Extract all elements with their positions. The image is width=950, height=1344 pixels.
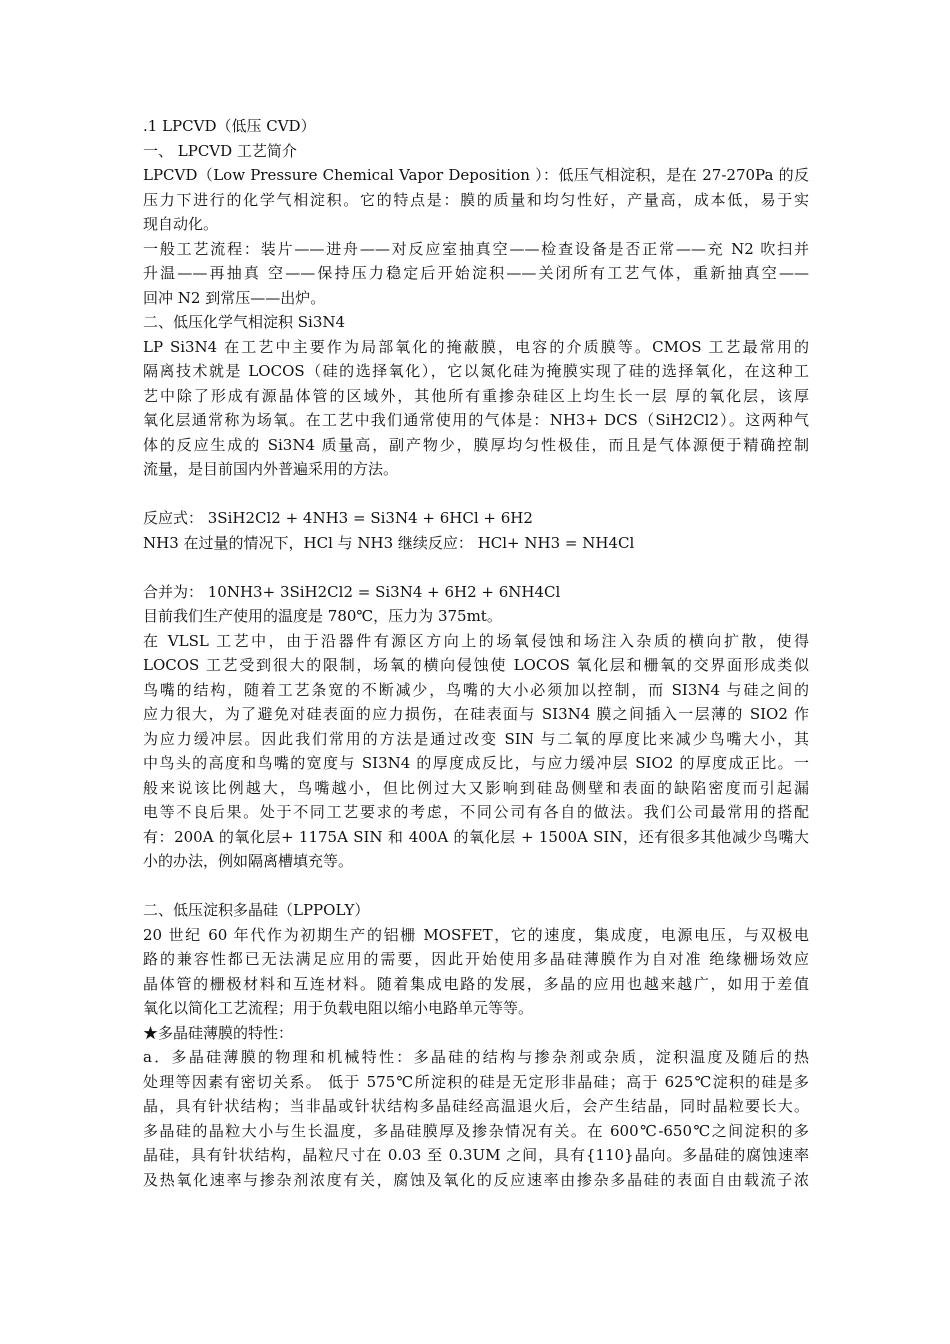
paragraph-6-line: 及热氧化速率与掺杂剂浓度有关，腐蚀及氧化的反应速率由掺杂多晶硅的表面自由载流子浓 bbox=[143, 1170, 809, 1189]
paragraph-1-line: 现自动化。 bbox=[143, 215, 219, 233]
paragraph-3-line: 隔离技术就是 LOCOS（硅的选择氧化），它以氮化硅为掩膜实现了硅的选择氧化，在这种工 bbox=[143, 362, 809, 380]
section-2-title: 二、低压化学气相淀积 Si3N4 bbox=[143, 313, 346, 331]
equation-combined: 合并为： 10NH3+ 3SiH2Cl2 = Si3N4 + 6H2 + 6NH4Cl bbox=[143, 582, 561, 601]
properties-subtitle: ★多晶硅薄膜的特性： bbox=[143, 1023, 294, 1042]
paragraph-4-line: 有：200A 的氧化层+ 1175A SIN 和 400A 的氧化层 + 1500A SIN，还有很多其他减少鸟嘴大 bbox=[143, 827, 809, 846]
paragraph-5-line: 20 世纪 60 年代作为初期生产的铝栅 MOSFET，它的速度，集成度，电源电压，与双极电 bbox=[143, 925, 809, 944]
paragraph-3-line: 氧化层通常称为场氧。在工艺中我们通常使用的气体是：NH3+ DCS（SiH2Cl2）。这两种气 bbox=[143, 411, 809, 429]
paragraph-6-line: 多晶硅的晶粒大小与生长温度，多晶硅膜厚及掺杂情况有关。在 600℃-650℃之间淀积的多 bbox=[143, 1121, 809, 1140]
paragraph-4-line: 中鸟头的高度和鸟嘴的宽度与 SI3N4 的厚度成反比，与应力缓冲层 SIO2 的厚度成正比。一 bbox=[143, 754, 809, 772]
equation-secondary: NH3 在过量的情况下，HCl 与 NH3 继续反应： HCl+ NH3 = NH4Cl bbox=[143, 533, 635, 552]
section-1-title: 一、 LPCVD 工艺简介 bbox=[143, 141, 297, 160]
blank-line bbox=[143, 874, 809, 899]
paragraph-6-line: 晶硅，具有针状结构，晶粒尺寸在 0.03 至 0.3UM 之间，具有{110}晶向。多晶硅的腐蚀速率 bbox=[143, 1146, 809, 1164]
paragraph-6-line: 晶，具有针状结构；当非晶或针状结构多晶硅经高温退火后，会产生结晶，同时晶粒要长大。 bbox=[143, 1097, 809, 1115]
paragraph-3-line: 体的反应生成的 Si3N4 质量高，副产物少，膜厚均匀性极佳，而且是气体源便于精确控制 bbox=[143, 435, 809, 454]
paragraph-5-line: 路的兼容性都已无法满足应用的需要，因此开始使用多晶硅薄膜作为自对准 绝缘栅场效应 bbox=[143, 950, 809, 968]
section-3-title: 二、低压淀积多晶硅（LPPOLY） bbox=[143, 901, 370, 919]
paragraph-4-line: 般来说该比例越大，鸟嘴越小，但比例过大又影响到硅岛侧壁和表面的缺陷密度而引起漏 bbox=[143, 778, 809, 797]
document-main-heading: .1 LPCVD（低压 CVD） bbox=[143, 117, 316, 135]
paragraph-4-line: 电等不良后果。处于不同工艺要求的考虑，不同公司有各自的做法。我们公司最常用的搭配 bbox=[143, 803, 809, 821]
paragraph-3-line: LP Si3N4 在工艺中主要作为局部氧化的掩蔽膜，电容的介质膜等。CMOS 工艺最常用的 bbox=[143, 337, 809, 356]
paragraph-4-line: LOCOS 工艺受到很大的限制，场氧的横向侵蚀使 LOCOS 氧化层和栅氧的交界面形成类似 bbox=[143, 656, 809, 674]
paragraph-4-line: 小的办法，例如隔离槽填充等。 bbox=[143, 852, 354, 870]
blank-line bbox=[143, 555, 809, 580]
paragraph-6-line: a．多晶硅薄膜的物理和机械特性：多晶硅的结构与掺杂剂或杂质，淀积温度及随后的热 bbox=[143, 1048, 809, 1066]
paragraph-2-line: 升温——再抽真 空——保持压力稳定后开始淀积——关闭所有工艺气体，重新抽真空—— bbox=[143, 264, 809, 282]
paragraph-5-line: 晶体管的栅极材料和互连材料。随着集成电路的发展，多晶的应用也越来越广，如用于差值 bbox=[143, 974, 809, 993]
paragraph-1-line: LPCVD（Low Pressure Chemical Vapor Deposition ）：低压气相淀积，是在 27-270Pa 的反 bbox=[143, 166, 809, 184]
paragraph-3-line: 艺中除了形成有源晶体管的区域外，其他所有重掺杂硅区上均生长一层 厚的氧化层，该厚 bbox=[143, 386, 809, 405]
paragraph-4-line: 应力很大，为了避免对硅表面的应力损伤，在硅表面与 SI3N4 膜之间插入一层薄的 SIO2 作 bbox=[143, 705, 809, 723]
paragraph-4-line: 在 VLSL 工艺中，由于沿器件有源区方向上的场氧侵蚀和场注入杂质的横向扩散，使得 bbox=[143, 631, 809, 650]
document-body bbox=[143, 114, 809, 1192]
paragraph-5-line: 氧化以简化工艺流程；用于负载电阻以缩小电路单元等等。 bbox=[143, 999, 534, 1017]
equation-reaction: 反应式： 3SiH2Cl2 + 4NH3 = Si3N4 + 6HCl + 6H2 bbox=[143, 509, 533, 527]
paragraph-4-line: 鸟嘴的结构，随着工艺条宽的不断减少，鸟嘴的大小必须加以控制，而 SI3N4 与硅之间的 bbox=[143, 680, 809, 699]
paragraph-4-line: 为应力缓冲层。因此我们常用的方法是通过改变 SIN 与二氧的厚度比来减少鸟嘴大小，其 bbox=[143, 729, 809, 748]
paragraph-2-line: 一般工艺流程：装片——进舟——对反应室抽真空——检查设备是否正常——充 N2 吹扫并 bbox=[143, 239, 809, 258]
paragraph-1-line: 压力下进行的化学气相淀积。它的特点是：膜的质量和均匀性好，产量高，成本低，易于实 bbox=[143, 190, 809, 209]
paragraph-6-line: 处理等因素有密切关系。 低于 575℃所淀积的硅是无定形非晶硅；高于 625℃淀积的硅是多 bbox=[143, 1072, 809, 1091]
paragraph-2-line: 回冲 N2 到常压——出炉。 bbox=[143, 288, 326, 307]
temperature-pressure-line: 目前我们生产使用的温度是 780℃，压力为 375mt。 bbox=[143, 607, 502, 625]
paragraph-3-line: 流量，是目前国内外普遍采用的方法。 bbox=[143, 460, 399, 478]
blank-line bbox=[143, 482, 809, 507]
